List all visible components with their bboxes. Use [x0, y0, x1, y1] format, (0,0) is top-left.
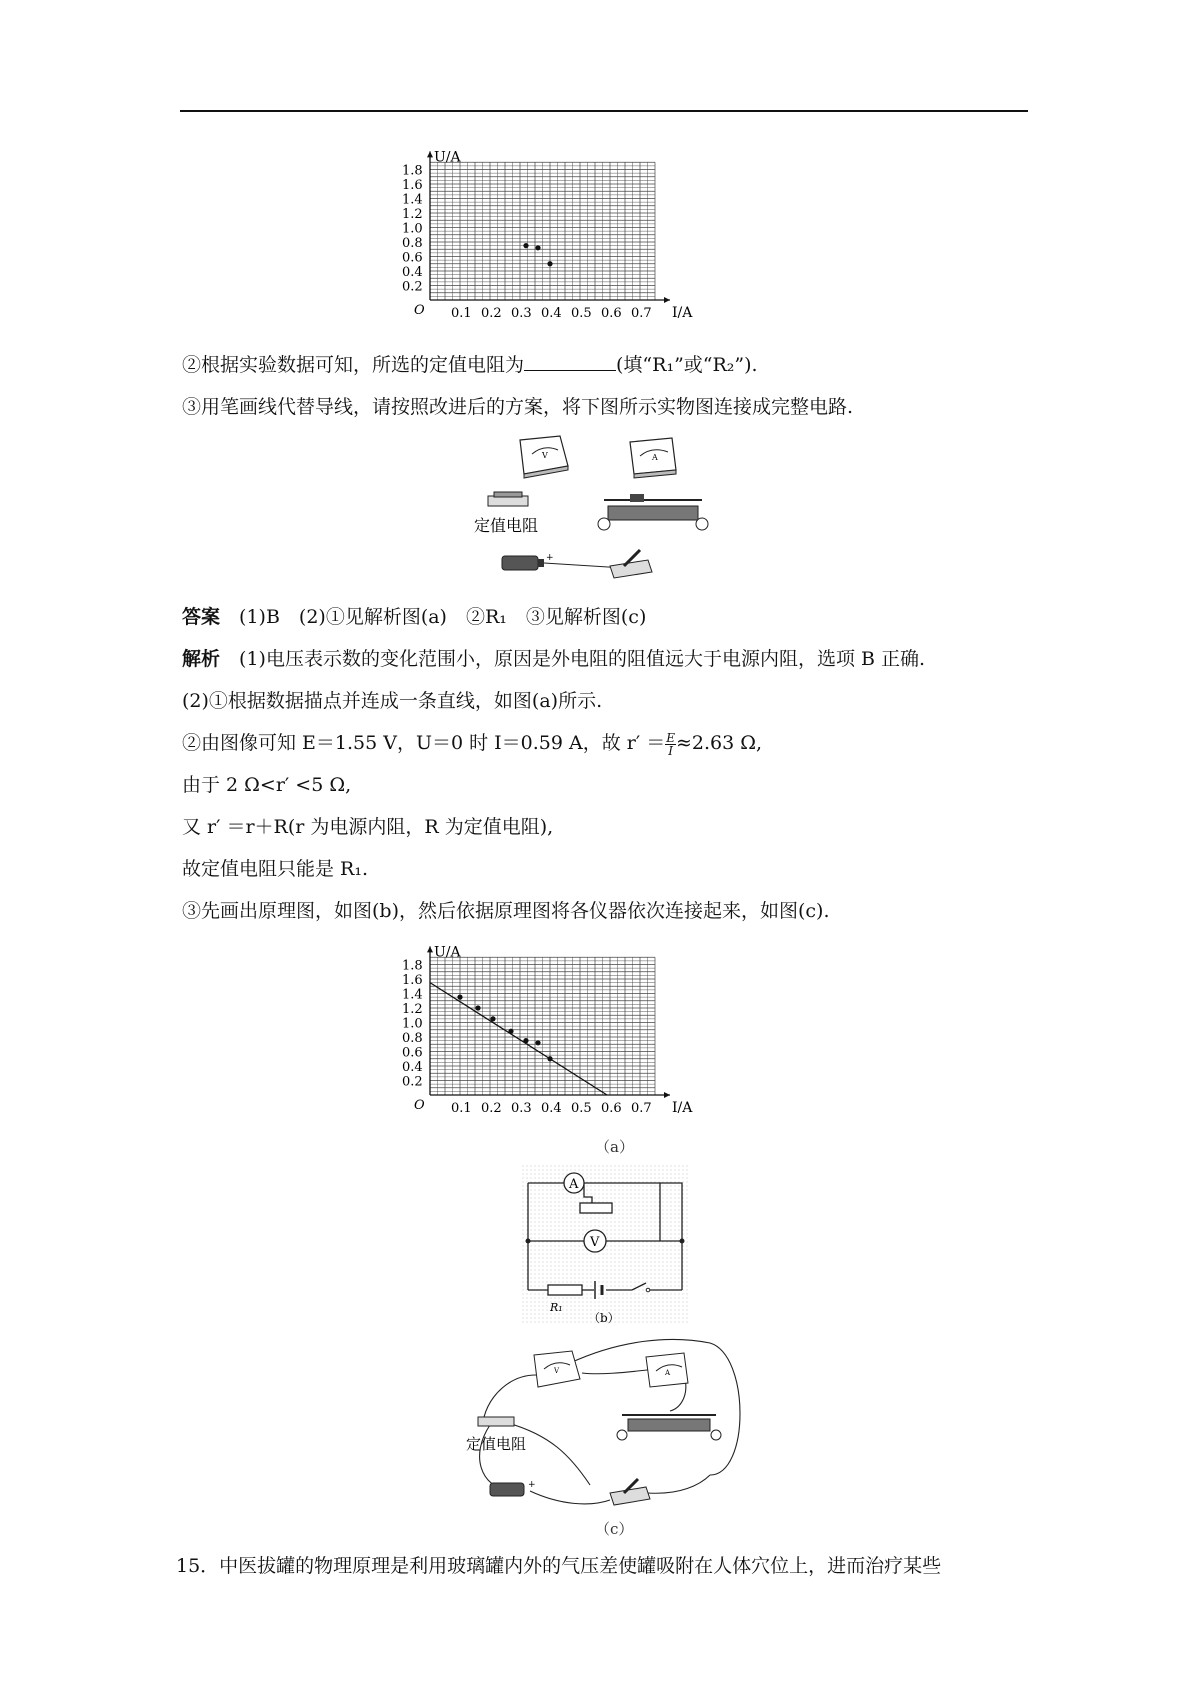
- y-tick-label: 1.0: [402, 1016, 423, 1032]
- x-axis-label: I/A: [672, 305, 693, 321]
- caption-b: （b）: [588, 1311, 620, 1325]
- y-tick-label: 1.8: [402, 958, 423, 974]
- analysis-line-6: 故定值电阻只能是 R₁.: [182, 858, 369, 880]
- y-tick-label: 1.4: [402, 192, 423, 208]
- y-tick-label: 1.2: [402, 1002, 423, 1017]
- voltmeter-device: [534, 1351, 580, 1387]
- data-point: [535, 245, 540, 250]
- y-tick-label: 0.2: [402, 1074, 423, 1090]
- x-tick-label: 0.5: [571, 1101, 592, 1116]
- x-tick-label: 0.1: [451, 1101, 472, 1116]
- ammeter-symbol: [564, 1173, 584, 1193]
- analysis-line-2: (2)①根据数据描点并连成一条直线，如图(a)所示.: [182, 690, 603, 712]
- data-point: [535, 1040, 540, 1045]
- svg-text:A: A: [569, 1177, 579, 1192]
- svg-text:+: +: [528, 1480, 536, 1490]
- caption-c: （c）: [595, 1520, 634, 1538]
- x-tick-label: 0.6: [601, 1101, 622, 1116]
- grid: [430, 162, 655, 300]
- y-tick-label: 0.4: [402, 1060, 423, 1075]
- y-tick-label: 1.4: [402, 987, 423, 1003]
- data-point: [547, 261, 552, 266]
- header-rule: [180, 110, 1028, 112]
- data-point: [457, 995, 462, 1000]
- devices-figure: [474, 432, 730, 582]
- data-point: [523, 243, 528, 248]
- analysis-line-3: ②由图像可知 E＝1.55 V，U＝0 时 I＝0.59 A，故 r′ ＝ $\frac{E}{I}$ ≈2.63 Ω,: [182, 730, 763, 758]
- battery-device: [490, 1480, 536, 1496]
- battery-device: [502, 553, 554, 570]
- y-tick-label: 0.8: [402, 236, 423, 251]
- graph-a: [402, 935, 780, 1135]
- svg-text:定值电阻: 定值电阻: [474, 516, 539, 535]
- switch-device: [610, 550, 652, 578]
- x-tick-label: 0.5: [571, 306, 592, 321]
- answer-blank[interactable]: [524, 352, 616, 371]
- y-tick-label: 0.4: [402, 265, 423, 280]
- analysis-line-7: ③先画出原理图，如图(b)，然后依据原理图将各仪器依次连接起来，如图(c).: [182, 900, 830, 922]
- data-point: [508, 1029, 513, 1034]
- x-tick-label: 0.2: [481, 1101, 502, 1116]
- x-tick-label: 0.4: [541, 306, 562, 321]
- origin-label: O: [414, 1098, 425, 1113]
- ammeter-device: [630, 438, 676, 478]
- circuit-diagram-b: [522, 1165, 688, 1325]
- y-arrow: [427, 946, 433, 952]
- svg-text:A: A: [665, 1369, 671, 1377]
- x-tick-label: 0.1: [451, 306, 472, 321]
- fit-line: [430, 983, 607, 1095]
- y-tick-label: 1.6: [402, 178, 423, 193]
- fixed-resistor-device: [474, 492, 538, 535]
- x-tick-label: 0.7: [631, 1101, 652, 1116]
- fraction: $\frac{E}{I}$: [666, 730, 675, 758]
- voltmeter-device: [520, 436, 568, 478]
- y-tick-label: 0.2: [402, 279, 423, 295]
- fixed-resistor-device: [466, 1417, 526, 1453]
- y-arrow: [427, 151, 433, 157]
- grid: [430, 957, 655, 1095]
- answer-line: 答案 (1)B (2)①见解析图(a) ②R₁ ③见解析图(c): [182, 606, 647, 628]
- data-point: [547, 1056, 552, 1061]
- question-2: ②根据实验数据可知，所选的定值电阻为 (填“R₁”或“R₂”).: [182, 354, 758, 376]
- data-point: [475, 1005, 480, 1010]
- x-tick-label: 0.7: [631, 306, 652, 321]
- svg-text:V: V: [590, 1235, 600, 1250]
- x-tick-label: 0.2: [481, 306, 502, 321]
- wired-circuit-c: [466, 1335, 750, 1515]
- x-tick-label: 0.3: [511, 306, 532, 321]
- rheostat-device: [617, 1415, 721, 1440]
- x-arrow: [664, 297, 670, 303]
- data-point: [523, 1038, 528, 1043]
- x-tick-label: 0.6: [601, 306, 622, 321]
- y-axis-label: U/A: [434, 944, 461, 961]
- caption-a: （a）: [595, 1138, 634, 1156]
- y-tick-label: 0.6: [402, 250, 423, 266]
- y-tick-label: 0.8: [402, 1031, 423, 1046]
- svg-text:定值电阻: 定值电阻: [466, 1435, 527, 1453]
- data-point: [490, 1016, 495, 1021]
- voltmeter-symbol: [584, 1230, 606, 1252]
- y-axis-label: U/A: [434, 149, 461, 166]
- graph-top: [402, 140, 780, 340]
- y-tick-label: 0.6: [402, 1045, 423, 1061]
- origin-label: O: [414, 303, 425, 318]
- x-tick-label: 0.3: [511, 1101, 532, 1116]
- svg-text:A: A: [652, 453, 658, 462]
- ammeter-device: [646, 1353, 688, 1387]
- y-tick-label: 1.0: [402, 221, 423, 237]
- question-15: 15．中医拔罐的物理原理是利用玻璃罐内外的气压差使罐吸附在人体穴位上，进而治疗某些: [176, 1555, 942, 1577]
- x-tick-label: 0.4: [541, 1101, 562, 1116]
- x-arrow: [664, 1092, 670, 1098]
- y-tick-label: 1.2: [402, 207, 423, 222]
- svg-text:V: V: [542, 451, 548, 460]
- x-axis-label: I/A: [672, 1100, 693, 1116]
- resistor-label: R₁: [550, 1301, 563, 1314]
- y-tick-label: 1.6: [402, 973, 423, 988]
- analysis-line-4: 由于 2 Ω<r′ <5 Ω,: [182, 774, 352, 796]
- analysis-line-5: 又 r′ ＝r＋R(r 为电源内阻，R 为定值电阻),: [182, 816, 554, 838]
- analysis-line-1: 解析 (1)电压表示数的变化范围小，原因是外电阻的阻值远大于电源内阻，选项 B 正确.: [182, 648, 926, 670]
- svg-text:+: +: [546, 553, 554, 563]
- question-3: ③用笔画线代替导线，请按照改进后的方案，将下图所示实物图连接成完整电路.: [182, 396, 854, 418]
- switch-device: [610, 1479, 650, 1505]
- svg-text:V: V: [554, 1367, 560, 1375]
- y-tick-label: 1.8: [402, 163, 423, 179]
- rheostat-device: [598, 494, 708, 530]
